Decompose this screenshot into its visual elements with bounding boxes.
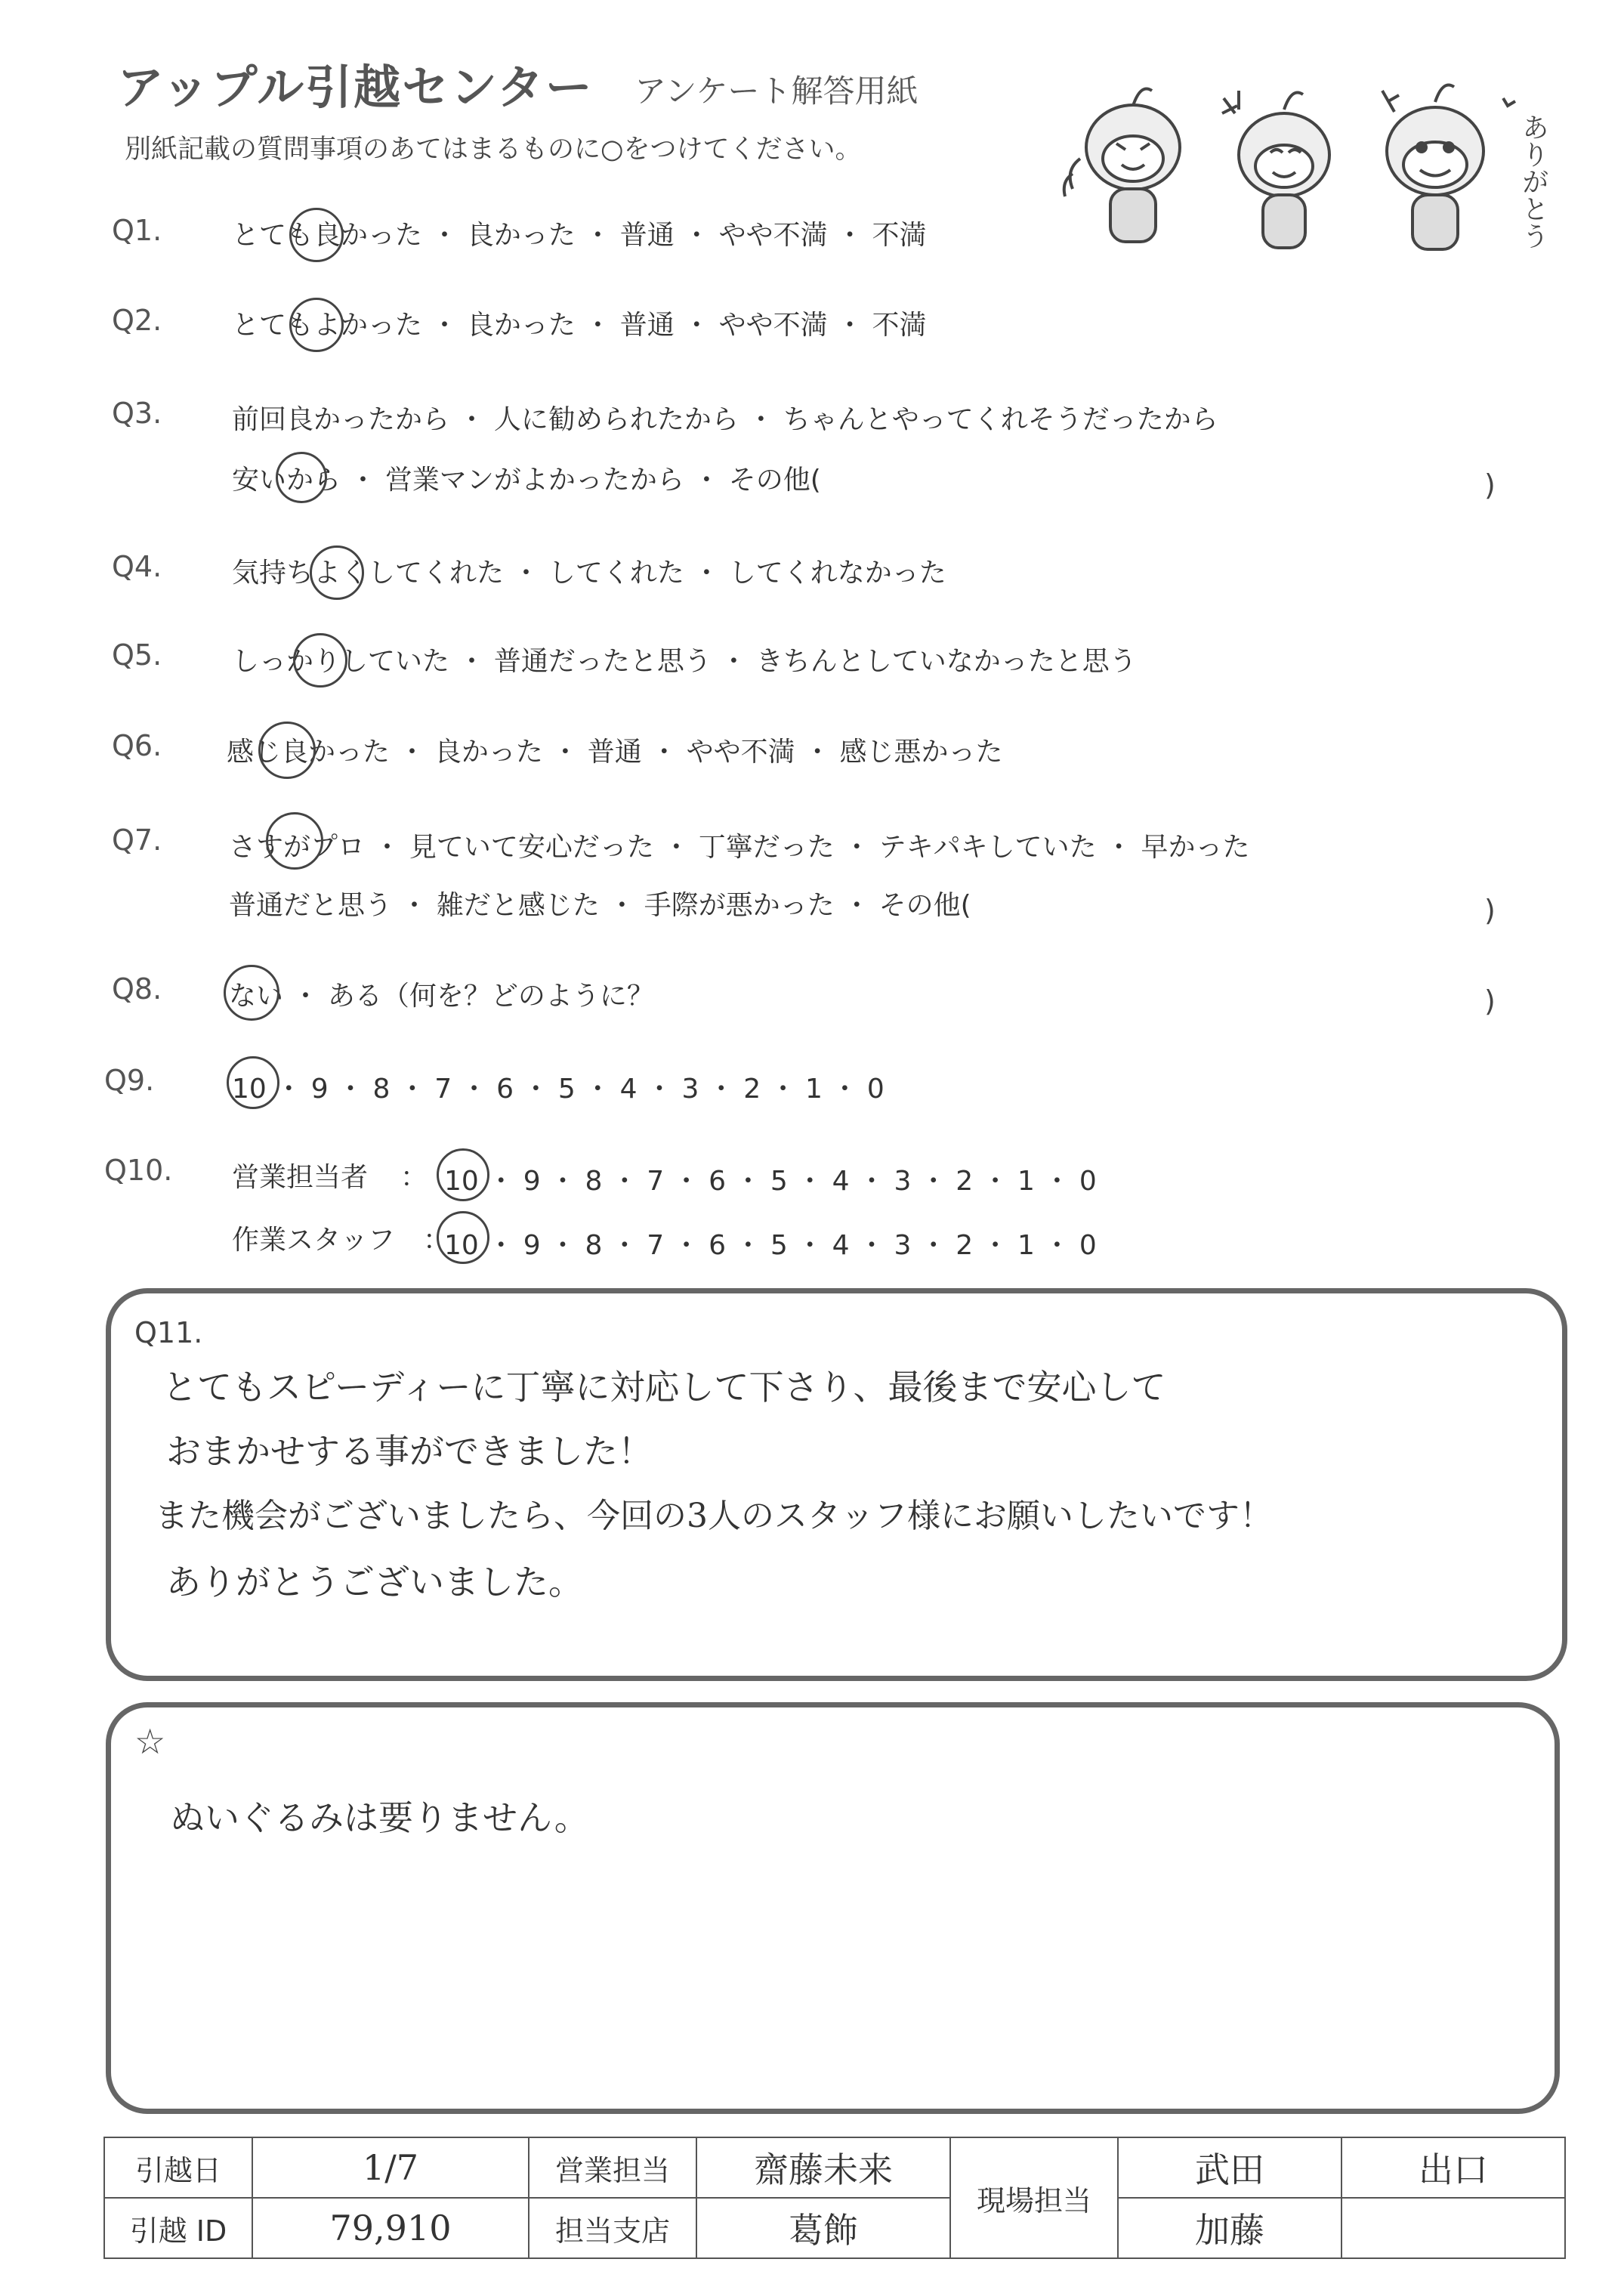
q1-selection-circle xyxy=(289,208,344,262)
star-handwritten-line-1: ぬいぐるみは要りません。 xyxy=(170,1797,589,1838)
q10-sales-label: 営業担当者 xyxy=(232,1162,369,1193)
q10-staff-colon: ： xyxy=(423,1225,451,1256)
q5-selection-circle xyxy=(293,633,347,688)
site-staff-2: 出口 xyxy=(1341,2137,1565,2198)
form-subtitle: アンケート解答用紙 xyxy=(634,73,919,110)
q11-handwritten-line-1: とてもスピーディーに丁寧に対応して下さり、最後まで安心して xyxy=(162,1367,1166,1408)
q9-scale: 10 ・ 9 ・ 8 ・ 7 ・ 6 ・ 5 ・ 4 ・ 3 ・ 2 ・ 1 ・ 0 xyxy=(232,1074,885,1105)
q10-staff-selection-circle xyxy=(437,1211,489,1264)
site-staff-label: 現場担当 xyxy=(950,2137,1118,2258)
sales-staff-label: 営業担当 xyxy=(529,2137,696,2198)
monkey-icon xyxy=(1382,85,1515,250)
q10-staff-label: 作業スタッフ xyxy=(232,1225,396,1256)
q11-handwritten-line-4: ありがとうございました。 xyxy=(166,1562,583,1602)
q6-label: Q6. xyxy=(112,729,162,762)
move-info-table xyxy=(103,2137,1566,2259)
q11-handwritten-line-2: おまかせする事ができました！ xyxy=(166,1431,653,1472)
q11-handwritten-line-3: また機会がございましたら、今回の3人のスタッフ様にお願いしたいです！ xyxy=(155,1497,1273,1535)
q1-label: Q1. xyxy=(112,214,162,247)
q8-selection-circle xyxy=(224,965,279,1021)
site-staff-4 xyxy=(1341,2198,1565,2258)
q9-label: Q9. xyxy=(104,1064,155,1097)
q5-options: しっかりしていた ・ 普通だったと思う ・ きちんとしていなかったと思う xyxy=(232,646,1137,677)
sales-staff-value: 齋藤未来 xyxy=(696,2137,950,2198)
q8-label: Q8. xyxy=(112,972,162,1006)
q1-options: とても良かった ・ 良かった ・ 普通 ・ やや不満 ・ 不満 xyxy=(232,220,927,251)
site-staff-1: 武田 xyxy=(1118,2137,1341,2198)
q8-options: ない ・ ある（何を？どのように？ xyxy=(229,981,654,1012)
q6-selection-circle xyxy=(258,722,316,779)
monkey-icon xyxy=(1222,91,1329,248)
q5-label: Q5. xyxy=(112,638,162,672)
monkey-icon xyxy=(1064,89,1180,243)
q3-label: Q3. xyxy=(112,397,162,430)
q3-selection-circle xyxy=(276,452,327,503)
company-title: アップル引越センター xyxy=(117,60,594,115)
instruction-text: 別紙記載の質問事項のあてはまるものに○をつけてください。 xyxy=(125,134,862,165)
q9-selection-circle xyxy=(227,1056,279,1109)
branch-label: 担当支店 xyxy=(529,2198,696,2258)
q10-sales-selection-circle xyxy=(437,1148,489,1201)
q3-close-paren: ) xyxy=(1484,468,1496,502)
star-comment-box xyxy=(106,1702,1560,2114)
q3-options-line1: 前回良かったから ・ 人に勧められたから ・ ちゃんとやってくれそうだったから xyxy=(232,404,1218,435)
q11-comment-box xyxy=(106,1288,1567,1681)
q4-label: Q4. xyxy=(112,550,162,583)
q4-options: 気持ちよくしてくれた ・ してくれた ・ してくれなかった xyxy=(232,558,946,589)
q2-label: Q2. xyxy=(112,304,162,337)
site-staff-3: 加藤 xyxy=(1118,2198,1341,2258)
q8-close-paren: ) xyxy=(1484,984,1496,1018)
monkey-mascots-illustration xyxy=(1050,68,1579,272)
q10-sales-colon: ： xyxy=(400,1162,428,1193)
star-label: ☆ xyxy=(134,1721,166,1762)
q7-selection-circle xyxy=(266,812,323,870)
q7-options-line2: 普通だと思う ・ 雑だと感じた ・ 手際が悪かった ・ その他( xyxy=(229,890,971,921)
move-id-label: 引越 ID xyxy=(104,2198,252,2258)
q11-label: Q11. xyxy=(134,1316,203,1349)
q7-options-line1: さすがプロ ・ 見ていて安心だった ・ 丁寧だった ・ テキパキしていた ・ 早かった xyxy=(229,832,1250,863)
q7-label: Q7. xyxy=(112,824,162,857)
q10-sales-scale: 10 ・ 9 ・ 8 ・ 7 ・ 6 ・ 5 ・ 4 ・ 3 ・ 2 ・ 1 ・ 0 xyxy=(444,1166,1097,1197)
q2-options: とてもよかった ・ 良かった ・ 普通 ・ やや不満 ・ 不満 xyxy=(232,310,927,341)
move-date-label: 引越日 xyxy=(104,2137,252,2198)
branch-value: 葛飾 xyxy=(696,2198,950,2258)
q4-selection-circle xyxy=(310,545,364,600)
q10-label: Q10. xyxy=(104,1154,173,1187)
q7-close-paren: ) xyxy=(1484,894,1496,927)
q6-options: 感じ良かった ・ 良かった ・ 普通 ・ やや不満 ・ 感じ悪かった xyxy=(227,737,1003,768)
q10-staff-scale: 10 ・ 9 ・ 8 ・ 7 ・ 6 ・ 5 ・ 4 ・ 3 ・ 2 ・ 1 ・ 0 xyxy=(444,1230,1097,1261)
thanks-caption: ありがとう xyxy=(1517,113,1549,249)
q2-selection-circle xyxy=(289,298,344,352)
q3-options-line2: 安いから ・ 営業マンがよかったから ・ その他( xyxy=(232,465,821,496)
move-date-value: 1/7 xyxy=(252,2137,529,2198)
move-id-value: 79,910 xyxy=(252,2198,529,2258)
